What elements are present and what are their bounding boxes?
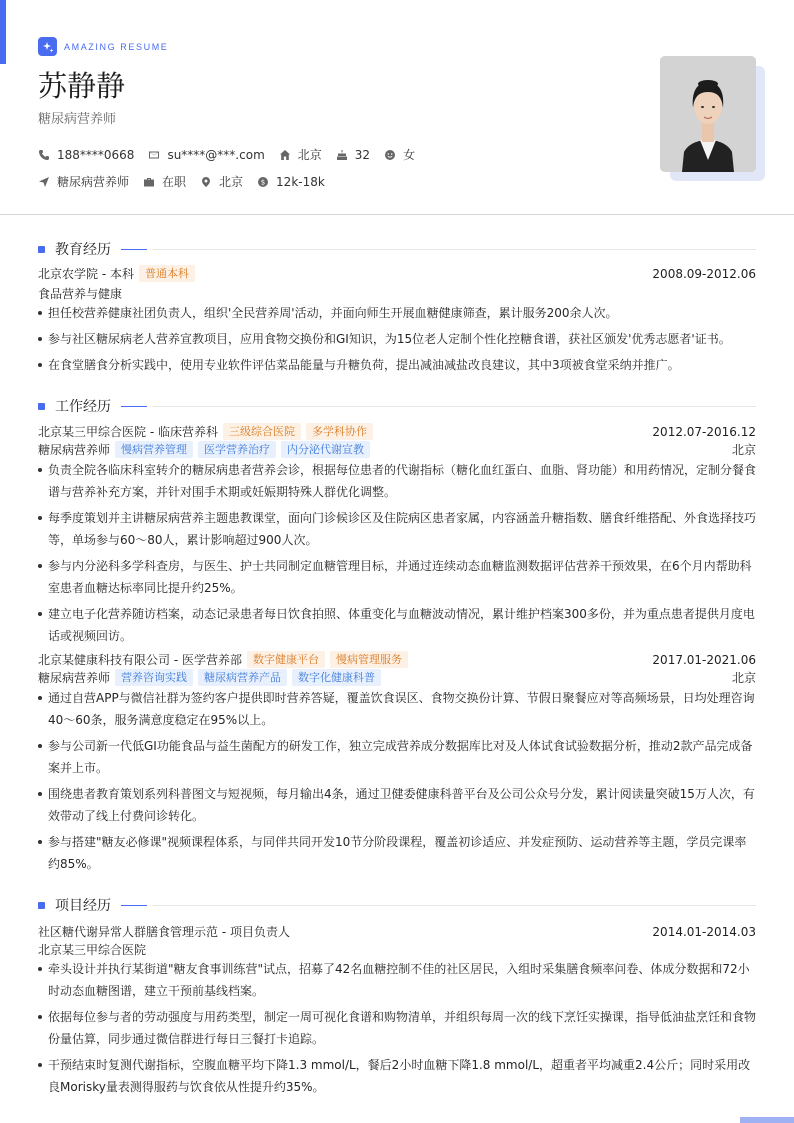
title-underline xyxy=(121,905,147,906)
title-rule xyxy=(153,406,756,407)
title-underline xyxy=(121,406,147,407)
company-tag: 多学科协作 xyxy=(306,423,373,440)
candidate-role: 糖尿病营养师 xyxy=(38,112,117,127)
email-info xyxy=(148,148,264,162)
job-period: 2012.07-2016.12 xyxy=(652,424,756,439)
major: 食品营养与健康 xyxy=(38,287,123,301)
education-bullet: 担任校营养健康社团负责人，组织'全民营养周'活动，并面向师生开展血糖健康筛查，累计服务200余人次。 xyxy=(38,302,756,324)
location-icon xyxy=(200,176,212,188)
smile-icon xyxy=(384,149,396,161)
company-tag: 数字健康平台 xyxy=(247,651,325,668)
project-org-row xyxy=(38,941,756,958)
home-text: 北京 xyxy=(297,148,322,162)
education-entry-head xyxy=(38,265,756,282)
job-intent-row xyxy=(38,173,339,190)
project-period: 2014.01-2014.03 xyxy=(652,924,756,939)
contact-row xyxy=(38,146,429,163)
briefcase-icon xyxy=(143,176,155,188)
project-title: 项目经历 xyxy=(55,898,111,914)
section-dot xyxy=(38,902,45,909)
job-period: 2017.01-2021.06 xyxy=(652,652,756,667)
education-bullet: 在食堂膳食分析实践中，使用专业软件评估菜品能量与升糖负荷，提出减油减盐改良建议，其中3项被食堂采纳并推广。 xyxy=(38,354,756,376)
svg-text:$: $ xyxy=(260,178,266,187)
job-bullet: 负责全院各临床科室转介的糖尿病患者营养会诊，根据每位患者的代谢指标（糖化血红蛋白、血脂、肾功能）和用药情况，定制分餐食谱与营养补充方案，并针对围手术期或妊娠期特殊人群优化调整。 xyxy=(38,459,756,503)
project-bullet: 干预结束时复测代谢指标，空腹血糖平均下降1.3 mmol/L，餐后2小时血糖下降1.8 mmol/L，超重者平均减重2.4公斤；同时采用改良Morisky量表测得服药与饮食依从性提升约35%。 xyxy=(38,1054,756,1098)
education-major-row xyxy=(38,285,756,302)
mail-icon xyxy=(148,149,160,161)
phone-text: 188****0668 xyxy=(57,147,135,162)
project-section-title xyxy=(38,895,756,915)
job-entry-head xyxy=(38,651,756,668)
skill-tag: 医学营养治疗 xyxy=(198,441,276,458)
job-bullet: 参与内分泌科多学科查房，与医生、护士共同制定血糖管理目标，并通过连续动态血糖监测数据评估营养干预效果，在6个月内帮助科室患者血糖达标率同比提升约25%。 xyxy=(38,555,756,599)
job-position-row xyxy=(38,669,756,686)
cake-icon xyxy=(336,149,348,161)
send-icon xyxy=(38,176,50,188)
section-dot xyxy=(38,403,45,410)
salary-info xyxy=(257,175,325,189)
job-position: 糖尿病营养师 xyxy=(38,671,111,685)
project-org: 北京某三甲综合医院 xyxy=(38,943,147,957)
school-name: 北京农学院 - 本科 xyxy=(38,267,134,281)
section-dot xyxy=(38,246,45,253)
title-rule xyxy=(153,905,756,906)
job-bullet: 每季度策划并主讲糖尿病营养主题患教课堂，面向门诊候诊区及住院病区患者家属，内容涵盖升糖指数、膳食纤维搭配、外食选择技巧等，单场参与60～80人，累计影响超过900人次。 xyxy=(38,507,756,551)
project-bullet: 牵头设计并执行某街道"糖友食事训练营"试点，招募了42名血糖控制不佳的社区居民，入组时采集膳食频率问卷、体成分数据和72小时动态血糖图谱，建立干预前基线档案。 xyxy=(38,958,756,1002)
project-name: 社区糖代谢异常人群膳食管理示范 - 项目负责人 xyxy=(38,925,290,939)
header-divider xyxy=(0,214,794,215)
home-info xyxy=(279,146,322,163)
job-bullet: 围绕患者教育策划系列科普图文与短视频，每月输出4条，通过卫健委健康科普平台及公司公众号分发，累计阅读量突破15万人次，有效带动了线上付费问诊转化。 xyxy=(38,783,756,827)
home-icon xyxy=(279,149,291,161)
school-tag: 普通本科 xyxy=(139,265,195,282)
job-bullet: 参与搭建"糖友必修课"视频课程体系，与同伴共同开发10节分阶段课程，覆盖初诊适应、并发症预防、运动营养等主题，学员完课率约85%。 xyxy=(38,831,756,875)
job-city: 北京 xyxy=(731,671,756,685)
sparkle-icon xyxy=(38,37,57,56)
work-title: 工作经历 xyxy=(55,399,111,415)
project-bullet: 依据每位参与者的劳动强度与用药类型，制定一周可视化食谱和购物清单，并组织每周一次的线下烹饪实操课，指导低油盐烹饪和食物份量估算，同步通过微信群进行每日三餐打卡追踪。 xyxy=(38,1006,756,1050)
intent-city-text: 北京 xyxy=(219,175,244,189)
job-position: 糖尿病营养师 xyxy=(38,443,111,457)
intent-city-info xyxy=(200,173,243,190)
candidate-name: 苏静静 xyxy=(38,69,126,103)
work-section-title xyxy=(38,396,756,416)
intent-position-text: 糖尿病营养师 xyxy=(57,175,130,189)
company-tag: 三级综合医院 xyxy=(223,423,301,440)
project-entry-head xyxy=(38,923,756,940)
job-entry-head xyxy=(38,423,756,440)
title-rule xyxy=(153,249,756,250)
money-icon xyxy=(257,176,269,188)
title-underline xyxy=(121,249,147,250)
skill-tag: 营养咨询实践 xyxy=(115,669,193,686)
education-period: 2008.09-2012.06 xyxy=(652,266,756,281)
intent-position-info xyxy=(38,173,129,190)
education-title: 教育经历 xyxy=(55,242,111,258)
job-city: 北京 xyxy=(731,443,756,457)
skill-tag: 内分泌代谢宣教 xyxy=(281,441,370,458)
status-text: 在职 xyxy=(162,175,187,189)
company-name: 北京某健康科技有限公司 - 医学营养部 xyxy=(38,653,242,667)
brand-text: AMAZING RESUME xyxy=(64,41,169,52)
job-bullet: 建立电子化营养随访档案，动态记录患者每日饮食拍照、体重变化与血糖波动情况，累计维护档案300多份，并为重点患者提供月度电话或视频回访。 xyxy=(38,603,756,647)
gender-text: 女 xyxy=(403,148,416,162)
phone-icon xyxy=(38,149,50,161)
education-section-title xyxy=(38,239,756,259)
accent-bar xyxy=(0,0,6,64)
job-position-row xyxy=(38,441,756,458)
job-bullet: 参与公司新一代低GI功能食品与益生菌配方的研发工作，独立完成营养成分数据库比对及人体试食试验数据分析，推动2款产品完成备案并上市。 xyxy=(38,735,756,779)
profile-photo xyxy=(660,56,756,172)
skill-tag: 数字化健康科普 xyxy=(292,669,381,686)
education-bullet: 参与社区糖尿病老人营养宣教项目，应用食物交换份和GI知识，为15位老人定制个性化控糖食谱，获社区颁发'优秀志愿者'证书。 xyxy=(38,328,756,350)
phone-info xyxy=(38,148,134,162)
brand xyxy=(38,37,168,56)
company-tag: 慢病管理服务 xyxy=(330,651,408,668)
age-info xyxy=(336,148,370,162)
job-bullet: 通过自营APP与微信社群为签约客户提供即时营养答疑，覆盖饮食误区、食物交换份计算、节假日聚餐应对等高频场景，日均处理咨询40～60条，服务满意度稳定在95%以上。 xyxy=(38,687,756,731)
email-text: su****@***.com xyxy=(167,147,265,162)
company-name: 北京某三甲综合医院 - 临床营养科 xyxy=(38,425,218,439)
age-text: 32 xyxy=(354,147,371,162)
salary-text: 12k-18k xyxy=(276,174,325,189)
gender-info xyxy=(384,146,415,163)
bottom-accent-bar xyxy=(740,1117,794,1123)
skill-tag: 糖尿病营养产品 xyxy=(198,669,287,686)
skill-tag: 慢病营养管理 xyxy=(115,441,193,458)
status-info xyxy=(143,173,186,190)
